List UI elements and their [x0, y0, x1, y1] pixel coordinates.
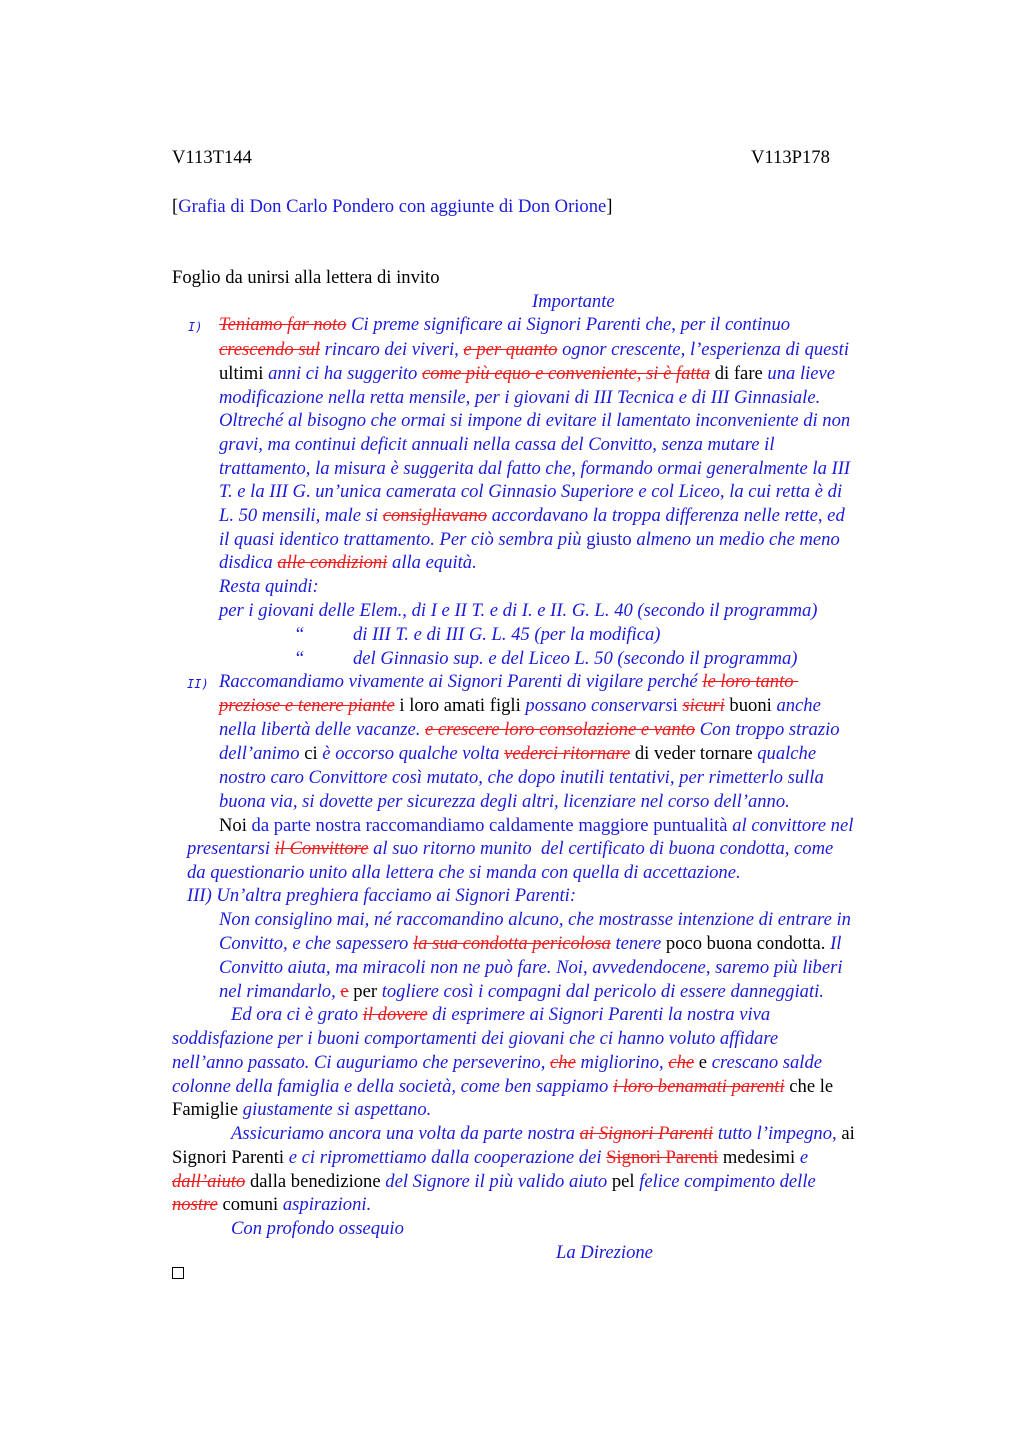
text-segment: modificazione nella retta mensile, per i giovani di III Tecnica e di III Ginnasiale.: [219, 387, 821, 408]
text-segment: Convitto aiuta, ma miracoli non ne può fare. Noi: [219, 957, 583, 978]
note-text: Grafia di Don Carlo Pondero con aggiunte di Don Orione: [178, 196, 607, 217]
text-line: [172, 1170, 816, 1194]
deleted-text: consigliavano: [382, 505, 488, 526]
text-segment: Non consiglino mai, né raccomandino alcuno, che mostrasse intenzione di entrare in: [219, 909, 851, 930]
text-segment: comuni: [217, 1194, 283, 1215]
text-line: [172, 1075, 833, 1099]
deleted-text: che: [668, 1052, 695, 1073]
text-segment: nella libertà delle vacanze.: [219, 719, 426, 740]
text-segment: per i giovani delle Elem., di I e II T. e di I. e II. G. L. 40 (secondo il programma): [219, 600, 818, 621]
text-line: [172, 1051, 822, 1075]
text-segment: dalla benedizione: [245, 1171, 386, 1192]
deleted-text: e crescere loro consolazione e vanto: [425, 719, 696, 740]
deleted-text: dall’aiuto: [172, 1171, 246, 1192]
intro-text: Foglio da unirsi alla lettera di invito: [172, 267, 440, 288]
text-segment: felice compimento delle: [639, 1171, 816, 1192]
deleted-text: la sua condotta pericolosa: [413, 933, 611, 954]
text-line: [219, 480, 842, 504]
text-line: [219, 575, 319, 599]
text-segment: dell’animo: [219, 743, 305, 764]
deleted-text: sicuri: [682, 695, 725, 716]
text-segment: e: [799, 1147, 809, 1168]
text-segment: che le: [784, 1076, 834, 1097]
text-segment: e: [694, 1052, 712, 1073]
intro-line: [172, 266, 440, 290]
text-line: [219, 504, 845, 528]
deleted-text: alle condizioni: [277, 552, 388, 573]
text-segment: ai: [836, 1123, 855, 1144]
deleted-text: vederci ritornare: [504, 743, 631, 764]
text-segment: Resta quindi:: [219, 576, 319, 597]
text-segment: anni ci ha suggerito: [268, 363, 422, 384]
end-square-icon: [172, 1267, 184, 1279]
text-segment: gravi, ma continui deficit annuali nella cassa del Convitto, senza mutare il: [219, 434, 775, 455]
deleted-text: Signori Parenti: [606, 1147, 719, 1168]
bracket-open: [: [172, 196, 179, 217]
text-segment: Signori Parenti: [172, 1147, 289, 1168]
text-line: [219, 457, 850, 481]
heading-text: Importante: [532, 291, 615, 312]
text-segment: L. 50 mensili, male si: [219, 505, 383, 526]
text-line: [172, 1193, 371, 1217]
text-segment: Il: [830, 933, 842, 954]
text-line: [219, 718, 840, 742]
text-segment: Assicuriamo ancora una volta da parte nostra: [231, 1123, 580, 1144]
text-segment: è occorso qualche volta: [322, 743, 505, 764]
deleted-text: nostre: [172, 1194, 218, 1215]
text-segment: disdica: [219, 552, 278, 573]
text-segment: ,: [671, 314, 681, 335]
text-line: [231, 1217, 404, 1241]
deleted-text: preziose e tenere piante: [219, 695, 395, 716]
text-line: [219, 670, 798, 694]
text-segment: tutto l’impegno,: [713, 1123, 837, 1144]
deleted-text: e per quanto: [463, 339, 558, 360]
text-line: [219, 409, 850, 433]
text-segment: i loro amati figli: [394, 695, 526, 716]
text-line: [219, 932, 841, 956]
text-segment: ,: [705, 957, 716, 978]
deleted-text: Teniamo far noto: [219, 314, 347, 335]
text-segment: Con profondo ossequio: [231, 1218, 404, 1239]
text-line: [219, 338, 849, 362]
text-line: [219, 956, 843, 980]
text-segment: tenere: [610, 933, 666, 954]
text-segment: buona via, si dovette per sicurezza degli altri, licenziare nel corso dell’anno.: [219, 791, 790, 812]
text-segment: di fare: [710, 363, 768, 384]
text-segment: crescano salde: [711, 1052, 823, 1073]
text-segment: rincaro dei viveri,: [320, 339, 464, 360]
text-segment: presentarsi: [187, 838, 275, 859]
text-segment: Famiglie: [172, 1099, 243, 1120]
text-segment: ultimi: [219, 363, 269, 384]
text-segment: qualche: [757, 743, 817, 764]
section-marker-one: I): [188, 320, 203, 334]
deleted-text: crescendo sul: [219, 339, 321, 360]
text-segment: al convittore nel: [732, 815, 854, 836]
text-segment: ,: [582, 957, 593, 978]
heading: [532, 290, 615, 314]
deleted-text: le loro tanto: [702, 671, 799, 692]
text-segment: i: [672, 695, 678, 716]
text-segment: alla equità.: [387, 552, 477, 573]
text-segment: aspirazioni.: [282, 1194, 372, 1215]
text-segment: di III T. e di III G. L. 45 (per la modifica): [353, 624, 661, 645]
text-segment: giustamente si aspettano.: [242, 1099, 432, 1120]
text-segment: almeno un medio che meno: [631, 529, 840, 550]
text-line: [219, 433, 775, 457]
text-segment: possano conservars: [525, 695, 673, 716]
text-segment: trattamento, la misura è suggerita dal fatto che, formando ormai generalmente la III: [219, 458, 851, 479]
text-segment: accordavano la troppa differenza nelle rette, ed: [487, 505, 845, 526]
text-line: [219, 599, 818, 623]
text-line: [219, 386, 820, 410]
text-segment: nostro caro Convittore così mutato, che dopo inutili tentativi, per rimetterlo sulla: [219, 767, 824, 788]
text-segment: per il continuo: [680, 314, 791, 335]
text-segment: Raccomandiamo vivamente ai Signori Parenti di vigilare perché: [219, 671, 703, 692]
text-line: [187, 884, 576, 908]
text-segment: III) Un’altra preghiera facciamo ai Signori Parenti:: [187, 885, 577, 906]
deleted-text: che: [550, 1052, 576, 1073]
text-segment: Noi: [219, 815, 252, 836]
ditto-mark: “: [294, 624, 305, 645]
text-segment: anche: [776, 695, 821, 716]
text-line: [231, 1122, 855, 1146]
text-segment: al suo ritorno munito del certificato di buona condotta, come: [368, 838, 834, 859]
text-line: [187, 861, 741, 885]
text-line: [187, 837, 833, 861]
text-line: [353, 623, 660, 647]
deleted-text: come più equo e conveniente, si è fatta: [422, 363, 711, 384]
text-segment: poco buona condotta.: [665, 933, 831, 954]
text-segment: Convitto, e che sapessero: [219, 933, 413, 954]
handwriting-note: [172, 195, 612, 219]
section-marker-two: II): [187, 677, 209, 691]
text-segment: soddisfazione per i buoni comportamenti dei giovani che ci hanno voluto affidare: [172, 1028, 779, 1049]
text-segment: Ci preme significare ai Signori Parenti che: [346, 314, 672, 335]
deleted-text: e: [340, 981, 349, 1002]
text-segment: nell’anno passato. Ci auguriamo che perseverino,: [172, 1052, 551, 1073]
text-segment: .: [305, 481, 311, 502]
text-line: [219, 528, 840, 552]
text-segment: Ed ora ci è grato: [231, 1004, 363, 1025]
code-text: V113T144: [172, 147, 252, 168]
text-segment: Oltreché al bisogno che ormai si impone di evitare il lamentato inconveniente di non: [219, 410, 851, 431]
bracket-close: ]: [606, 196, 613, 217]
text-line: [219, 908, 851, 932]
text-segment: buoni: [724, 695, 777, 716]
document-code-left: [172, 146, 252, 170]
text-segment: un’unica camerata col Ginnasio Superiore e col Liceo, la cui retta è di: [310, 481, 843, 502]
deleted-text: ai Signori Parenti: [579, 1123, 714, 1144]
text-segment: avvedendocene: [592, 957, 706, 978]
text-segment: T. e la III G: [219, 481, 306, 502]
text-line: [219, 742, 816, 766]
text-line: [219, 313, 790, 337]
text-segment: il quasi identico trattamento. Per ciò sembra più: [219, 529, 587, 550]
text-line: [231, 1003, 770, 1027]
text-line: [219, 362, 835, 386]
deleted-text: i loro benamati parenti: [613, 1076, 785, 1097]
text-line: [353, 647, 798, 671]
deleted-text: il dovere: [362, 1004, 428, 1025]
text-segment: di veder tornare: [630, 743, 758, 764]
text-segment: giusto: [586, 529, 632, 550]
document-code-right: [751, 146, 830, 170]
text-segment: ci: [304, 743, 323, 764]
text-segment: Con troppo strazio: [695, 719, 840, 740]
text-line: [172, 1027, 778, 1051]
text-segment: ognor crescente, l’esperienza di questi: [557, 339, 850, 360]
text-segment: di esprimere ai Signori Parenti la nostra viva: [427, 1004, 771, 1025]
text-line: [219, 814, 853, 838]
text-segment: del Ginnasio sup. e del Liceo L. 50 (secondo il programma): [353, 648, 798, 669]
ditto-mark: “: [294, 648, 305, 669]
text-segment: da questionario unito alla lettera che si manda con quella di accettazione.: [187, 862, 741, 883]
text-segment: per: [348, 981, 382, 1002]
text-segment: saremo più liberi: [715, 957, 843, 978]
text-segment: migliorino,: [575, 1052, 669, 1073]
text-line: [219, 694, 821, 718]
text-segment: del Signore il più valido aiuto: [385, 1171, 612, 1192]
text-segment: colonne della famiglia e della società, come ben sappiamo: [172, 1076, 613, 1097]
text-segment: da parte nostra raccomandiamo caldamente maggiore puntualità: [251, 815, 733, 836]
text-line: [219, 980, 824, 1004]
text-segment: e ci ripromettiamo dalla cooperazione dei: [288, 1147, 607, 1168]
text-line: [219, 766, 824, 790]
text-segment: La Direzione: [556, 1242, 653, 1263]
text-segment: una lieve: [767, 363, 836, 384]
code-text: V113P178: [751, 147, 830, 168]
text-segment: togliere così i compagni dal pericolo di essere danneggiati.: [381, 981, 824, 1002]
text-line: [172, 1146, 808, 1170]
text-segment: pel: [611, 1171, 640, 1192]
deleted-text: il Convittore: [274, 838, 369, 859]
text-line: [219, 790, 790, 814]
text-line: [172, 1098, 431, 1122]
text-segment: medesimi: [718, 1147, 800, 1168]
text-line: [556, 1241, 653, 1265]
text-line: [219, 551, 477, 575]
text-segment: nel rimandarlo,: [219, 981, 341, 1002]
